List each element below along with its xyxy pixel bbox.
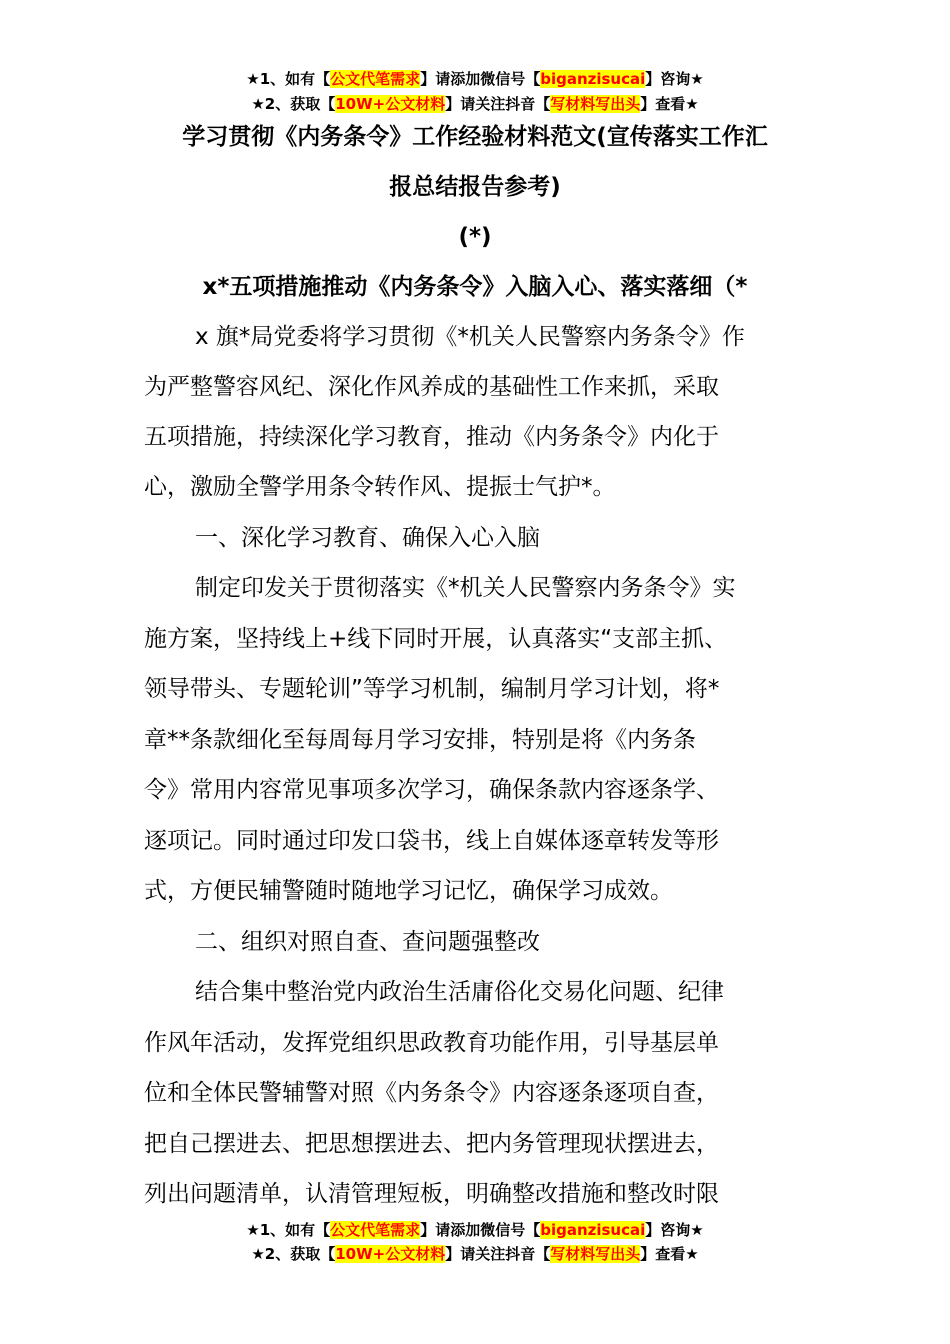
promo-bottom-line-2 xyxy=(0,1243,950,1265)
document-subtitle: x*五项措施推动《内务条令》入脑入心、落实落细（* xyxy=(202,274,748,300)
promo-text: 】请关注抖音【 xyxy=(445,1245,551,1263)
paragraph-line: 令》常用内容常见事项多次学习，确保条款内容逐条学、 xyxy=(144,777,719,803)
promo-douyin-name: 写材料写出头 xyxy=(550,1245,641,1263)
paragraph-line: 为严整警容风纪、深化作风养成的基础性工作来抓，采取 xyxy=(144,374,719,400)
paragraph-line: 心，激励全警学用条令转作风、提振士气护*。 xyxy=(144,474,616,500)
paragraph-line: 列出问题清单，认清管理短板，明确整改措施和整改时限 xyxy=(144,1181,719,1207)
promo-text: 】查看★ xyxy=(640,1245,699,1263)
promo-text: ★1、如有【 xyxy=(246,1221,331,1239)
document-title-line-1: 学习贯彻《内务条令》工作经验材料范文(宣传落实工作汇 xyxy=(182,124,768,150)
paragraph-line: 制定印发关于贯彻落实《*机关人民警察内务条令》实 xyxy=(195,575,736,601)
promo-douyin-name: 写材料写出头 xyxy=(550,95,641,113)
section-heading-1: 一、深化学习教育、确保入心入脑 xyxy=(195,525,540,551)
paragraph-line: 把自己摆进去、把思想摆进去、把内务管理现状摆进去， xyxy=(144,1131,719,1157)
promo-text: 】请添加微信号【 xyxy=(420,1221,541,1239)
promo-highlight: 公文代笔需求 xyxy=(330,70,421,88)
document-title-line-2: 报总结报告参考) xyxy=(389,174,561,200)
paragraph-line: 式，方便民辅警随时随地学习记忆，确保学习成效。 xyxy=(144,878,673,904)
paragraph-line: 结合集中整治党内政治生活庸俗化交易化问题、纪律 xyxy=(195,979,724,1005)
paragraph-line: 作风年活动，发挥党组织思政教育功能作用，引导基层单 xyxy=(144,1030,719,1056)
promo-text: 】咨询★ xyxy=(645,1221,704,1239)
document-title-line-3: (*) xyxy=(458,224,492,250)
promo-highlight: 10W+公文材料 xyxy=(335,95,446,113)
promo-wechat-id: biganzisucai xyxy=(540,1221,646,1239)
paragraph-line: 领导带头、专题轮训”等学习机制，编制月学习计划，将* xyxy=(144,676,720,702)
paragraph-line: 五项措施，持续深化学习教育，推动《内务条令》内化于 xyxy=(144,424,719,450)
promo-text: ★1、如有【 xyxy=(246,70,331,88)
paragraph-line: 施方案，坚持线上+线下同时开展，认真落实“支部主抓、 xyxy=(144,626,728,652)
paragraph-line: 位和全体民警辅警对照《内务条令》内容逐条逐项自查， xyxy=(144,1080,719,1106)
promo-text: 】请添加微信号【 xyxy=(420,70,541,88)
paragraph-line: 章**条款细化至每周每月学习安排，特别是将《内务条 xyxy=(144,727,696,753)
promo-text: ★2、获取【 xyxy=(251,95,336,113)
promo-bottom-line-1 xyxy=(0,1219,950,1241)
promo-top-line-2 xyxy=(0,93,950,115)
promo-highlight: 公文代笔需求 xyxy=(330,1221,421,1239)
promo-text: 】咨询★ xyxy=(645,70,704,88)
promo-text: ★2、获取【 xyxy=(251,1245,336,1263)
section-heading-2: 二、组织对照自查、查问题强整改 xyxy=(195,929,540,955)
promo-text: 】请关注抖音【 xyxy=(445,95,551,113)
promo-highlight: 10W+公文材料 xyxy=(335,1245,446,1263)
promo-wechat-id: biganzisucai xyxy=(540,70,646,88)
paragraph-line: 逐项记。同时通过印发口袋书，线上自媒体逐章转发等形 xyxy=(144,828,719,854)
promo-top-line-1 xyxy=(0,68,950,90)
paragraph-line: x 旗*局党委将学习贯彻《*机关人民警察内务条令》作 xyxy=(195,324,745,350)
promo-text: 】查看★ xyxy=(640,95,699,113)
